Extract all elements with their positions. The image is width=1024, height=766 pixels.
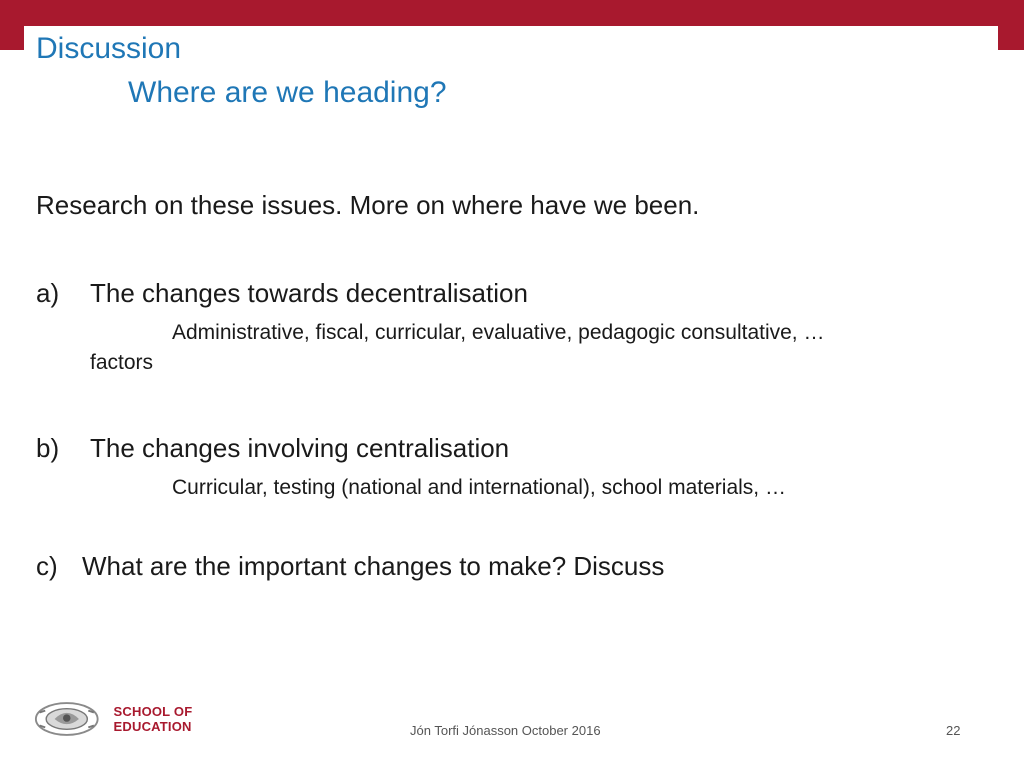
item-a-detail: Administrative, fiscal, curricular, evaluative, pedagogic consultative, … [172, 321, 825, 344]
item-b-text: The changes involving centralisation [90, 433, 510, 463]
slide-title: Discussion [36, 32, 182, 65]
item-a-marker: a) [36, 278, 60, 308]
header-band [0, 0, 1024, 26]
item-a-detail-continued: factors [90, 351, 154, 374]
university-seal-icon [34, 700, 100, 738]
page-number: 22 [946, 723, 961, 738]
logo-text: SCHOOL OF EDUCATION [113, 704, 193, 734]
item-b-detail: Curricular, testing (national and international), school materials, … [172, 476, 786, 499]
school-logo [34, 700, 264, 738]
slide-subtitle: Where are we heading? [128, 76, 447, 109]
item-b-marker: b) [36, 433, 60, 463]
header-band-left-tab [0, 26, 24, 50]
item-c-marker: c) [36, 551, 58, 581]
item-a-text: The changes towards decentralisation [90, 278, 528, 308]
item-c-text: What are the important changes to make? Discuss [82, 551, 665, 581]
intro-text: Research on these issues. More on where have we been. [36, 190, 700, 220]
footer-author-date: Jón Torfi Jónasson October 2016 [410, 723, 601, 738]
header-band-right-tab [998, 26, 1024, 50]
